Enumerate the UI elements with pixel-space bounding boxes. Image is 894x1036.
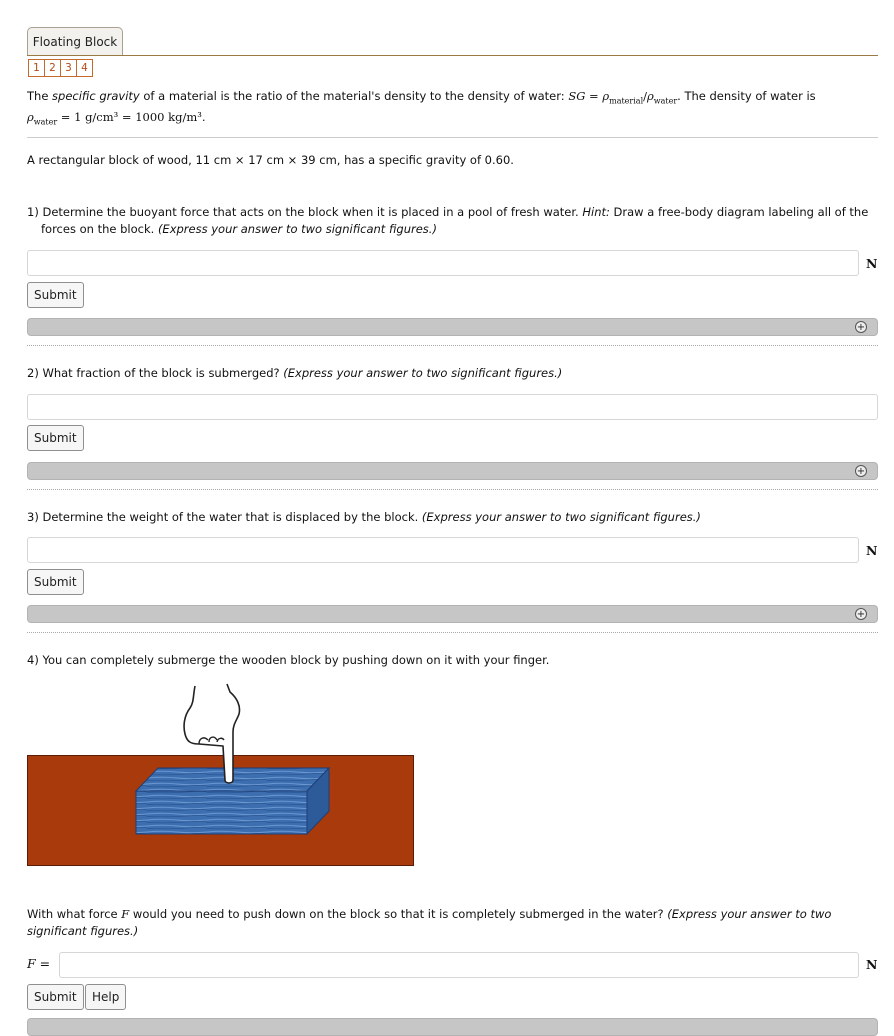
question-1-text: 1) Determine the buoyant force that acts on the block when it is placed in a pool of fresh water. Hint: Draw a free-body diagram labeling all of the forces on the block. (Express your answer to two significant figures.) [27, 205, 869, 236]
q3-answer-input[interactable] [27, 537, 859, 563]
q2-answer-input[interactable] [27, 394, 878, 420]
plus-circle-icon[interactable]: + [856, 466, 866, 477]
section-divider [27, 489, 878, 490]
plus-circle-icon[interactable]: + [856, 609, 866, 620]
q4-feedback-bar[interactable] [27, 1018, 878, 1036]
specific-gravity-term: specific gravity [52, 89, 140, 103]
q3-unit: N [866, 543, 878, 558]
section-divider [27, 632, 878, 633]
tab-underline [27, 55, 878, 56]
q4-unit: N [866, 957, 878, 972]
page-1-link[interactable]: 1 [28, 59, 45, 77]
q3-submit-button[interactable]: Submit [27, 569, 84, 595]
question-4-force-text: With what force F would you need to push down on the block so that it is completely submerged in the water? (Express your answer to two significant figures.) [27, 907, 832, 938]
section-divider [27, 345, 878, 346]
q2-submit-button[interactable]: Submit [27, 425, 84, 451]
q4-help-button[interactable]: Help [85, 984, 126, 1010]
q1-unit: N [866, 256, 878, 271]
question-4-text: 4) You can completely submerge the wooden block by pushing down on it with your finger. [27, 653, 550, 667]
page-4-link[interactable]: 4 [76, 59, 93, 77]
plus-circle-icon[interactable]: + [856, 322, 866, 333]
q1-submit-button[interactable]: Submit [27, 282, 84, 308]
q4-answer-input[interactable] [59, 952, 859, 978]
q1-feedback-bar[interactable] [27, 318, 878, 336]
block-illustration [27, 680, 417, 870]
page-2-link[interactable]: 2 [44, 59, 61, 77]
question-3-text: 3) Determine the weight of the water that is displaced by the block. (Express your answer to two significant figures.) [27, 510, 701, 524]
divider [27, 137, 878, 138]
question-2-text: 2) What fraction of the block is submerged? (Express your answer to two significant figures.) [27, 366, 563, 380]
page-3-link[interactable]: 3 [60, 59, 77, 77]
q1-answer-input[interactable] [27, 250, 859, 276]
q4-submit-button[interactable]: Submit [27, 984, 84, 1010]
force-label: F = [27, 956, 51, 971]
page-selector [28, 59, 92, 77]
block-description: A rectangular block of wood, 11 cm × 17 cm × 39 cm, has a specific gravity of 0.60. [27, 153, 514, 167]
tab-floating-block[interactable]: Floating Block [27, 27, 123, 55]
intro-paragraph: The specific gravity of a material is the ratio of the material's density to the density of water: SG = $\rho_{material}/\rho_{water}$. The density of water is $\rho_{water} = 1$ g/cm³ = 1000 kg/m³. [27, 89, 816, 127]
q3-feedback-bar[interactable] [27, 605, 878, 623]
q2-feedback-bar[interactable] [27, 462, 878, 480]
